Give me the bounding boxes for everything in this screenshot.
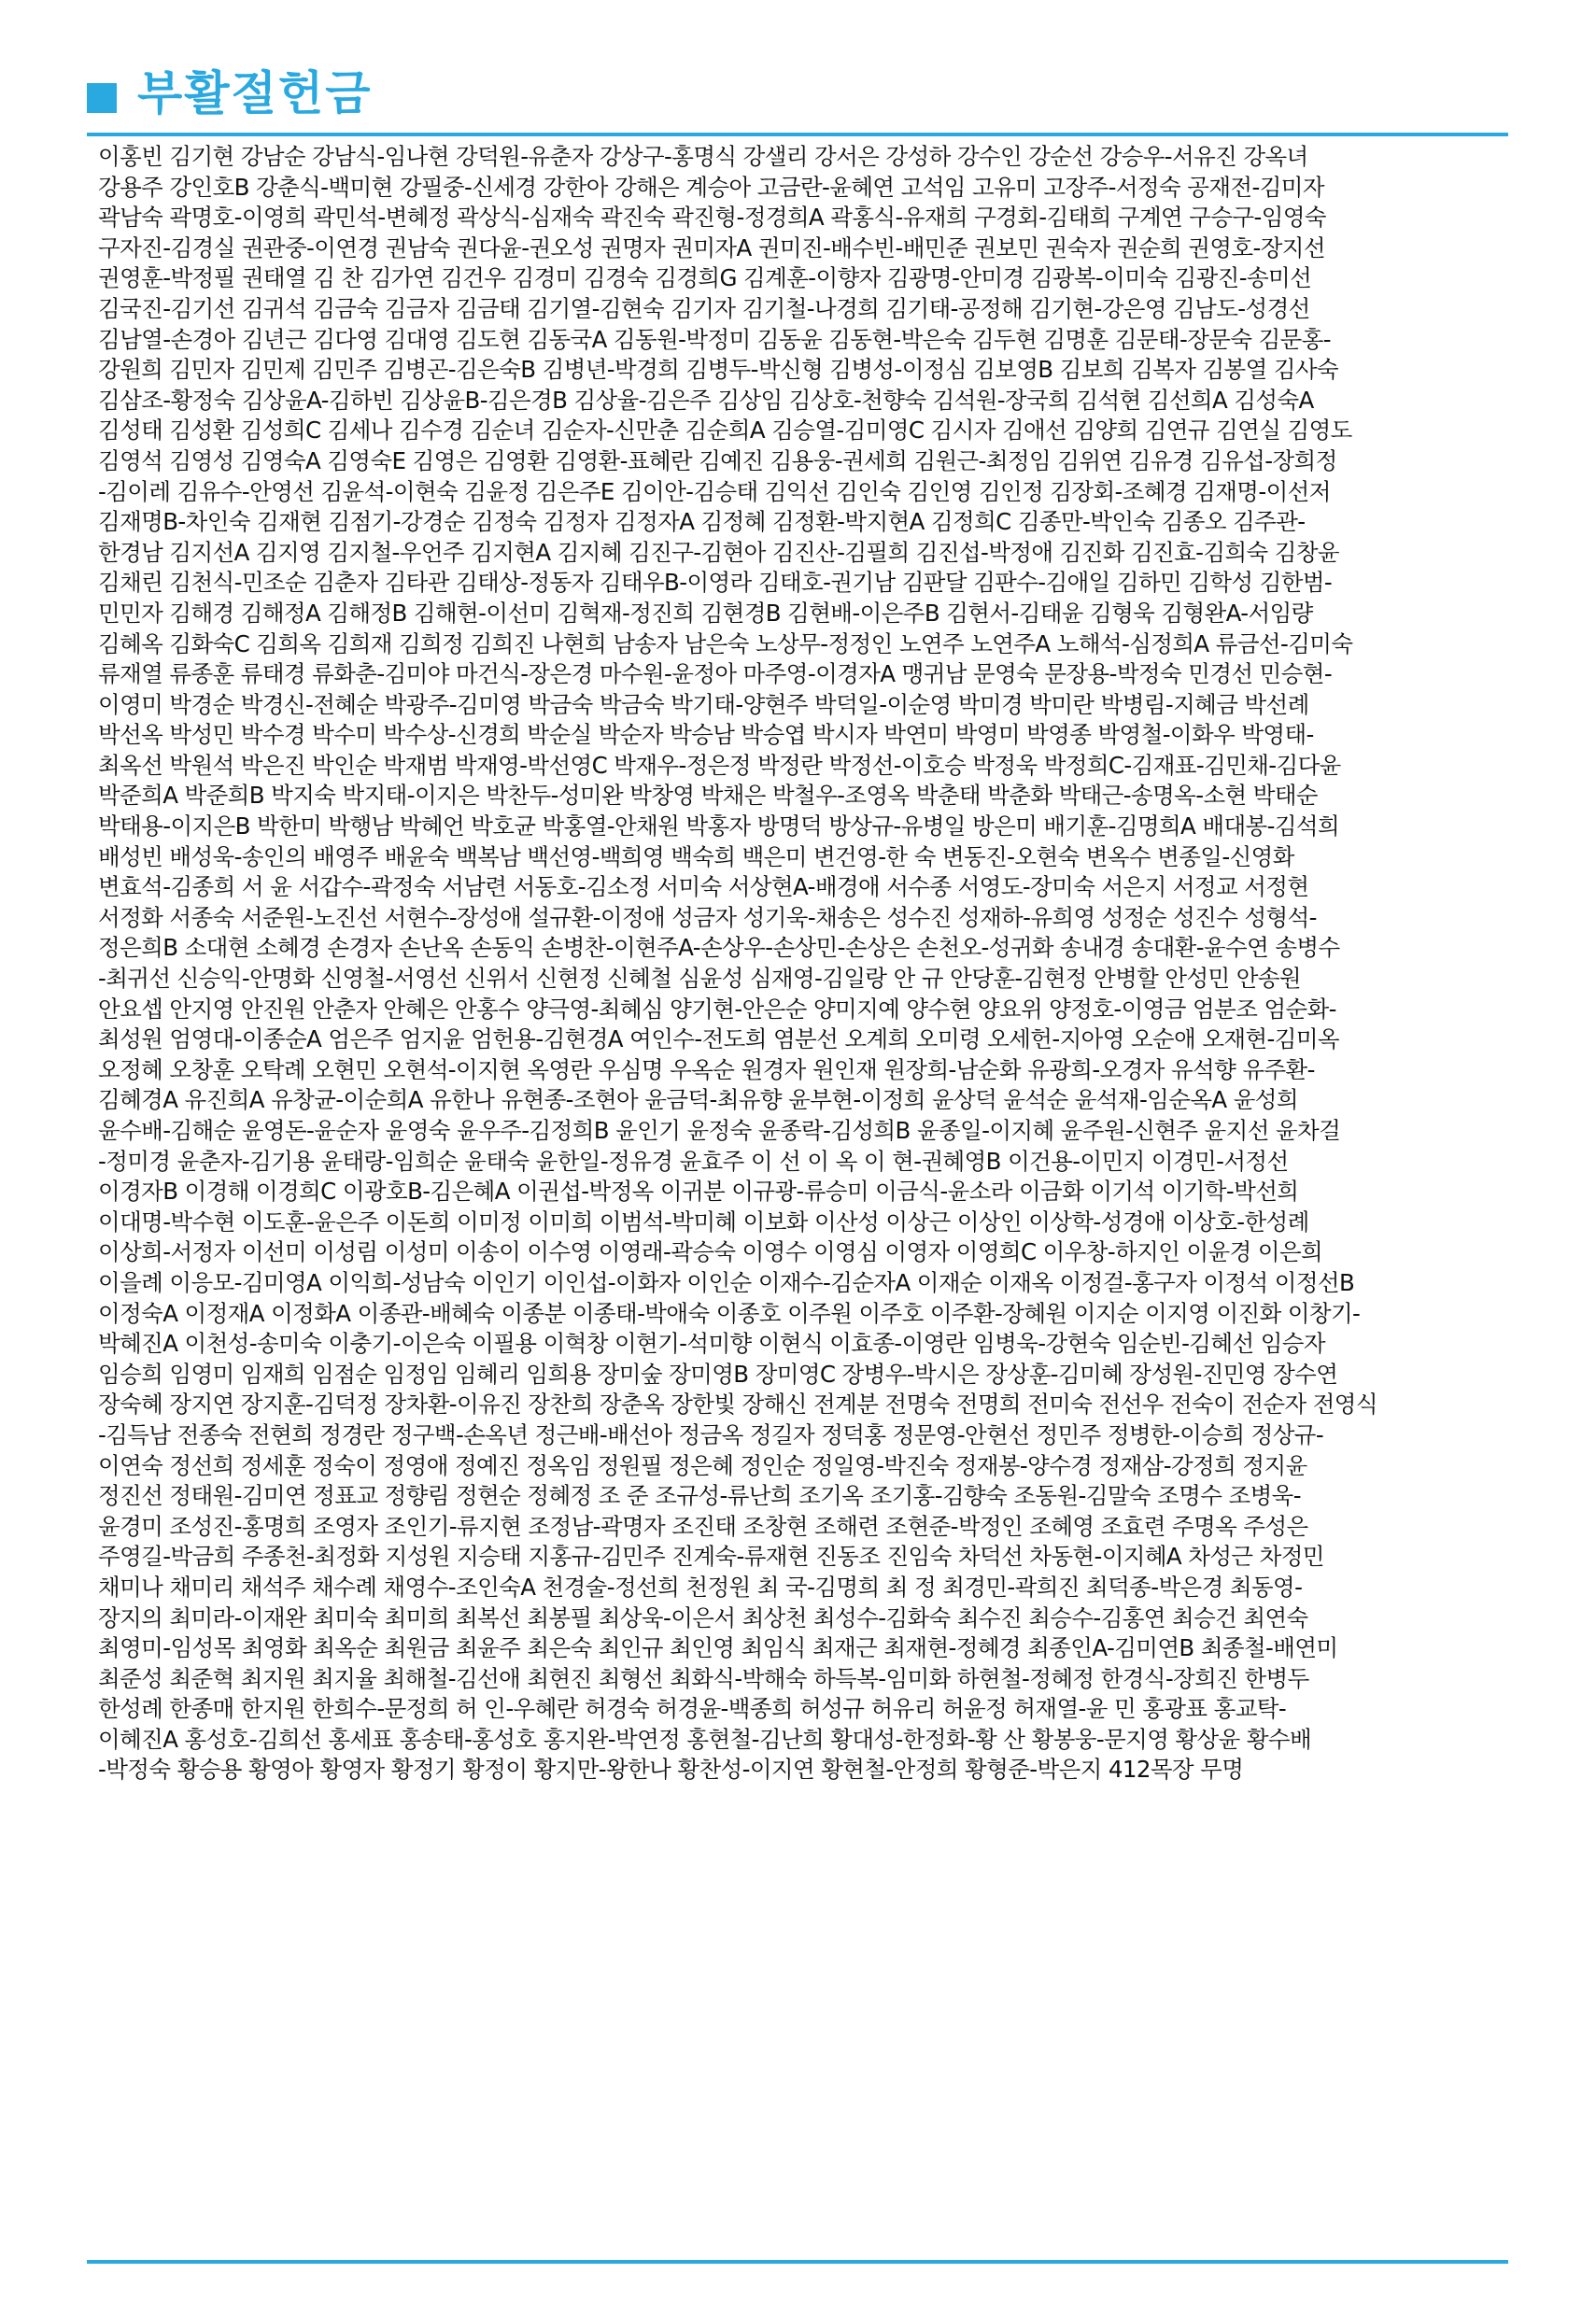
donor-line: 채미나 채미리 채석주 채수례 채영수-조인숙A 천경술-정선희 천정원 최 국-김명희 최 정 최경민-곽희진 최덕종-박은경 최동영- — [98, 1573, 1303, 1601]
donor-line: 안요셉 안지영 안진원 안춘자 안혜은 안홍수 양극영-최혜심 양기현-안은순 양미지예 양수현 양요위 양정호-이영금 엄분조 엄순화- — [98, 995, 1336, 1023]
donor-line: 이홍빈 김기현 강남순 강남식-임나현 강덕원-유춘자 강상구-홍명식 강샐리 강서은 강성하 강수인 강순선 강승우-서유진 강옥녀 — [98, 143, 1308, 170]
donor-line: 오정혜 오창훈 오탁례 오현민 오현석-이지현 옥영란 우심명 우옥순 원경자 원인재 원장희-남순화 유광희-오경자 유석향 유주환- — [98, 1055, 1315, 1083]
donor-line: 류재열 류종훈 류태경 류화춘-김미야 마건식-장은경 마수원-윤정아 마주영-이경자A 맹귀남 문영숙 문장용-박정숙 민경선 민승현- — [98, 660, 1333, 688]
donor-line: 정진선 정태원-김미연 정표교 정향림 정현순 정혜정 조 준 조규성-류난희 조기옥 조기홍-김향숙 조동원-김말숙 조명수 조병욱- — [98, 1482, 1301, 1510]
donor-line: 구자진-김경실 권관중-이연경 권남숙 권다윤-권오성 권명자 권미자A 권미진-배수빈-배민준 권보민 권숙자 권순희 권영호-장지선 — [98, 233, 1325, 261]
donor-line: 한경남 김지선A 김지영 김지철-우언주 김지현A 김지혜 김진구-김현아 김진산-김필희 김진섭-박정애 김진화 김진효-김희숙 김창윤 — [98, 538, 1340, 566]
donor-line: 한성례 한종매 한지원 한희수-문정희 허 인-우혜란 허경숙 허경윤-백종희 허성규 허유리 허윤정 허재열-윤 민 홍광표 홍교탁- — [98, 1695, 1287, 1723]
donor-line: -박정숙 황승용 황영아 황영자 황정기 황정이 황지만-왕한나 황찬성-이지연 황현철-안정희 황형준-박은지 412목장 무명 — [98, 1756, 1244, 1784]
donor-line: 이연숙 정선희 정세훈 정숙이 정영애 정예진 정옥임 정원필 정은혜 정인순 정일영-박진숙 정재봉-양수경 정재삼-강정희 정지윤 — [98, 1451, 1307, 1479]
donor-line: 김혜옥 김화숙C 김희옥 김희재 김희정 김희진 나현희 남송자 남은숙 노상무-정정인 노연주 노연주A 노해석-심정희A 류금선-김미숙 — [98, 629, 1353, 657]
bottom-divider — [87, 2260, 1508, 2264]
donor-line: 김남열-손경아 김년근 김다영 김대영 김도현 김동국A 김동원-박정미 김동윤 김동현-박은숙 김두현 김명훈 김문태-장문숙 김문홍- — [98, 325, 1332, 353]
donor-line: 민민자 김해경 김해정A 김해정B 김해현-이선미 김혁재-정진희 김현경B 김현배-이은주B 김현서-김태윤 김형욱 김형완A-서임량 — [98, 599, 1313, 627]
donor-line: 이정숙A 이정재A 이정화A 이종관-배혜숙 이종분 이종태-박애숙 이종호 이주원 이주호 이주환-장혜원 이지순 이지영 이진화 이창기- — [98, 1299, 1361, 1327]
donor-line: 김국진-김기선 김귀석 김금숙 김금자 김금태 김기열-김현숙 김기자 김기철-나경희 김기태-공정해 김기현-강은영 김남도-성경선 — [98, 294, 1310, 322]
donor-line: 정은희B 소대현 소혜경 손경자 손난옥 손동익 손병찬-이현주A-손상우-손상민-손상은 손천오-성귀화 송내경 송대환-윤수연 송병수 — [98, 934, 1340, 962]
donor-line: -김이레 김유수-안영선 김윤석-이현숙 김윤정 김은주E 김이안-김승태 김익선 김인숙 김인영 김인정 김장회-조혜경 김재명-이선저 — [98, 477, 1331, 505]
donor-line: 이혜진A 홍성호-김희선 홍세표 홍송태-홍성호 홍지완-박연정 홍현철-김난희 황대성-한정화-황 산 황봉웅-문지영 황상윤 황수배 — [98, 1725, 1312, 1753]
donor-line: 장숙혜 장지연 장지훈-김덕정 장차환-이유진 장찬희 장춘옥 장한빛 장해신 전계분 전명숙 전명희 전미숙 전선우 전숙이 전순자 전영식 — [98, 1391, 1377, 1419]
donor-line: 최성원 엄영대-이종순A 엄은주 엄지윤 엄헌용-김현경A 여인수-전도희 염분선 오계희 오미령 오세헌-지아영 오순애 오재현-김미옥 — [98, 1025, 1340, 1053]
page-header — [87, 56, 373, 123]
top-divider — [87, 133, 1508, 136]
donor-line: 주영길-박금희 주종천-최정화 지성원 지승태 지홍규-김민주 진계숙-류재현 진동조 진임숙 차덕선 차동현-이지혜A 차성근 차정민 — [98, 1543, 1324, 1571]
donor-list — [98, 142, 1508, 1786]
donor-line: 박혜진A 이천성-송미숙 이충기-이은숙 이필용 이혁창 이현기-석미향 이현식 이효종-이영란 임병욱-강현숙 임순빈-김혜선 임승자 — [98, 1330, 1325, 1358]
donor-line: 권영훈-박정필 권태열 김 찬 김가연 김건우 김경미 김경숙 김경희G 김계훈-이향자 김광명-안미경 김광복-이미숙 김광진-송미선 — [98, 264, 1312, 292]
donor-line: 윤수배-김해순 윤영돈-윤순자 윤영숙 윤우주-김정희B 윤인기 윤정숙 윤종락-김성희B 윤종일-이지혜 윤주원-신현주 윤지선 윤차걸 — [98, 1117, 1341, 1144]
donor-line: 김혜경A 유진희A 유창균-이순희A 유한나 유현종-조현아 윤금덕-최유향 윤부현-이정희 윤상덕 윤석순 윤석재-임순옥A 윤성희 — [98, 1086, 1298, 1114]
donor-line: 이경자B 이경해 이경희C 이광호B-김은혜A 이권섭-박정옥 이귀분 이규광-류승미 이금식-윤소라 이금화 이기석 이기학-박선희 — [98, 1178, 1299, 1206]
donor-line: 김삼조-황정숙 김상윤A-김하빈 김상윤B-김은경B 김상율-김은주 김상임 김상호-천향숙 김석원-장국희 김석현 김선희A 김성숙A — [98, 386, 1314, 414]
donor-line: 강원희 김민자 김민제 김민주 김병곤-김은숙B 김병년-박경희 김병두-박신형 김병성-이정심 김보영B 김보희 김복자 김봉열 김사숙 — [98, 356, 1339, 384]
donor-line: 김재명B-차인숙 김재현 김점기-강경순 김정숙 김정자 김정자A 김정혜 김정환-박지현A 김정희C 김종만-박인숙 김종오 김주관- — [98, 508, 1306, 536]
donor-line: 곽남숙 곽명호-이영희 곽민석-변혜정 곽상식-심재숙 곽진숙 곽진형-정경희A 곽홍식-유재희 구경회-김태희 구계연 구승구-임영숙 — [98, 204, 1326, 232]
donor-line: 최옥선 박원석 박은진 박인순 박재범 박재영-박선영C 박재우-정은정 박정란 박정선-이호승 박정욱 박정희C-김재표-김민채-김다윤 — [98, 751, 1341, 779]
donor-line: 이상희-서정자 이선미 이성림 이성미 이송이 이수영 이영래-곽승숙 이영수 이영심 이영자 이영희C 이우창-하지인 이윤경 이은희 — [98, 1238, 1323, 1266]
donor-line: -최귀선 신승익-안명화 신영철-서영선 신위서 신현정 신혜철 심윤성 심재영-김일랑 안 규 안당훈-김현정 안병할 안성민 안송원 — [98, 965, 1301, 993]
donor-line: 김영석 김영성 김영숙A 김영숙E 김영은 김영환 김영환-표혜란 김예진 김용웅-권세희 김원근-최정임 김위연 김유경 김유섭-장희정 — [98, 446, 1337, 474]
donor-line: 박선옥 박성민 박수경 박수미 박수상-신경희 박순실 박순자 박승남 박승엽 박시자 박연미 박영미 박영종 박영철-이화우 박영태- — [98, 721, 1314, 749]
donor-line: 이대명-박수현 이도훈-윤은주 이돈희 이미정 이미희 이범석-박미혜 이보화 이산성 이상근 이상인 이상학-성경애 이상호-한성례 — [98, 1207, 1309, 1236]
donor-line: -김득남 전종숙 전현희 정경란 정구백-손옥년 정근배-배선아 정금옥 정길자 정덕홍 정문영-안현선 정민주 정병한-이승희 정상규- — [98, 1420, 1324, 1448]
donor-line: 변효석-김종희 서 윤 서갑수-곽정숙 서남련 서동호-김소정 서미숙 서상현A-배경애 서수종 서영도-장미숙 서은지 서정교 서정현 — [98, 873, 1309, 901]
donor-line: 배성빈 배성욱-송인의 배영주 배윤숙 백복남 백선영-백희영 백숙희 백은미 변건영-한 숙 변동진-오현숙 변옥수 변종일-신영화 — [98, 842, 1294, 870]
donor-line: 이영미 박경순 박경신-전혜순 박광주-김미영 박금숙 박금숙 박기태-양현주 박덕일-이순영 박미경 박미란 박병림-지혜금 박선례 — [98, 690, 1309, 718]
donor-line: 최영미-임성목 최영화 최옥순 최원금 최윤주 최은숙 최인규 최인영 최임식 최재근 최재현-정혜경 최종인A-김미연B 최종철-배연미 — [98, 1634, 1338, 1662]
donor-line: 서정화 서종숙 서준원-노진선 서현수-장성애 설규환-이정애 성금자 성기욱-채송은 성수진 성재하-유희영 성정순 성진수 성형석- — [98, 903, 1317, 931]
donor-line: 박태용-이지은B 박한미 박행남 박혜언 박호균 박홍열-안채원 박홍자 방명덕 방상규-유병일 방은미 배기훈-김명희A 배대봉-김석희 — [98, 812, 1340, 840]
donor-line: 김성태 김성환 김성희C 김세나 김수경 김순녀 김순자-신만춘 김순희A 김승열-김미영C 김시자 김애선 김양희 김연규 김연실 김영도 — [98, 417, 1352, 445]
donor-line: 최준성 최준혁 최지원 최지율 최해철-김선애 최현진 최형선 최화식-박해숙 하득복-임미화 하현철-정혜정 한경식-장희진 한병두 — [98, 1664, 1309, 1692]
donor-line: 장지의 최미라-이재완 최미숙 최미희 최복선 최봉필 최상욱-이은서 최상천 최성수-김화숙 최수진 최승수-김홍연 최승건 최연숙 — [98, 1603, 1308, 1631]
donor-line: 이을례 이응모-김미영A 이익희-성남숙 이인기 이인섭-이화자 이인순 이재수-김순자A 이재순 이재옥 이정걸-홍구자 이정석 이정선B — [98, 1268, 1355, 1296]
page-title: 부활절헌금 — [137, 66, 373, 120]
donor-line: 임승희 임영미 임재희 임점순 임정임 임혜리 임희용 장미숲 장미영B 장미영C 장병우-박시은 장상훈-김미혜 장성원-진민영 장수연 — [98, 1360, 1338, 1388]
donor-line: -정미경 윤춘자-김기용 윤태랑-임희순 윤태숙 윤한일-정유경 윤효주 이 선 이 옥 이 현-권혜영B 이건용-이민지 이경민-서정선 — [98, 1147, 1289, 1175]
square-bullet-icon — [87, 83, 117, 113]
donor-line: 강용주 강인호B 강춘식-백미현 강필중-신세경 강한아 강해은 계승아 고금란-윤혜연 고석임 고유미 고장주-서정숙 공재전-김미자 — [98, 173, 1324, 201]
donor-line: 윤경미 조성진-홍명희 조영자 조인기-류지현 조정남-곽명자 조진태 조창현 조해련 조현준-박정인 조혜영 조효련 주명옥 주성은 — [98, 1512, 1308, 1540]
donor-line: 박준희A 박준희B 박지숙 박지태-이지은 박찬두-성미완 박창영 박채은 박철우-조영옥 박춘태 박춘화 박태근-송명옥-소현 박태순 — [98, 782, 1318, 810]
donor-line: 김채린 김천식-민조순 김춘자 김타관 김태상-정동자 김태우B-이영라 김태호-권기남 김판달 김판수-김애일 김하민 김학성 김한범- — [98, 569, 1333, 597]
